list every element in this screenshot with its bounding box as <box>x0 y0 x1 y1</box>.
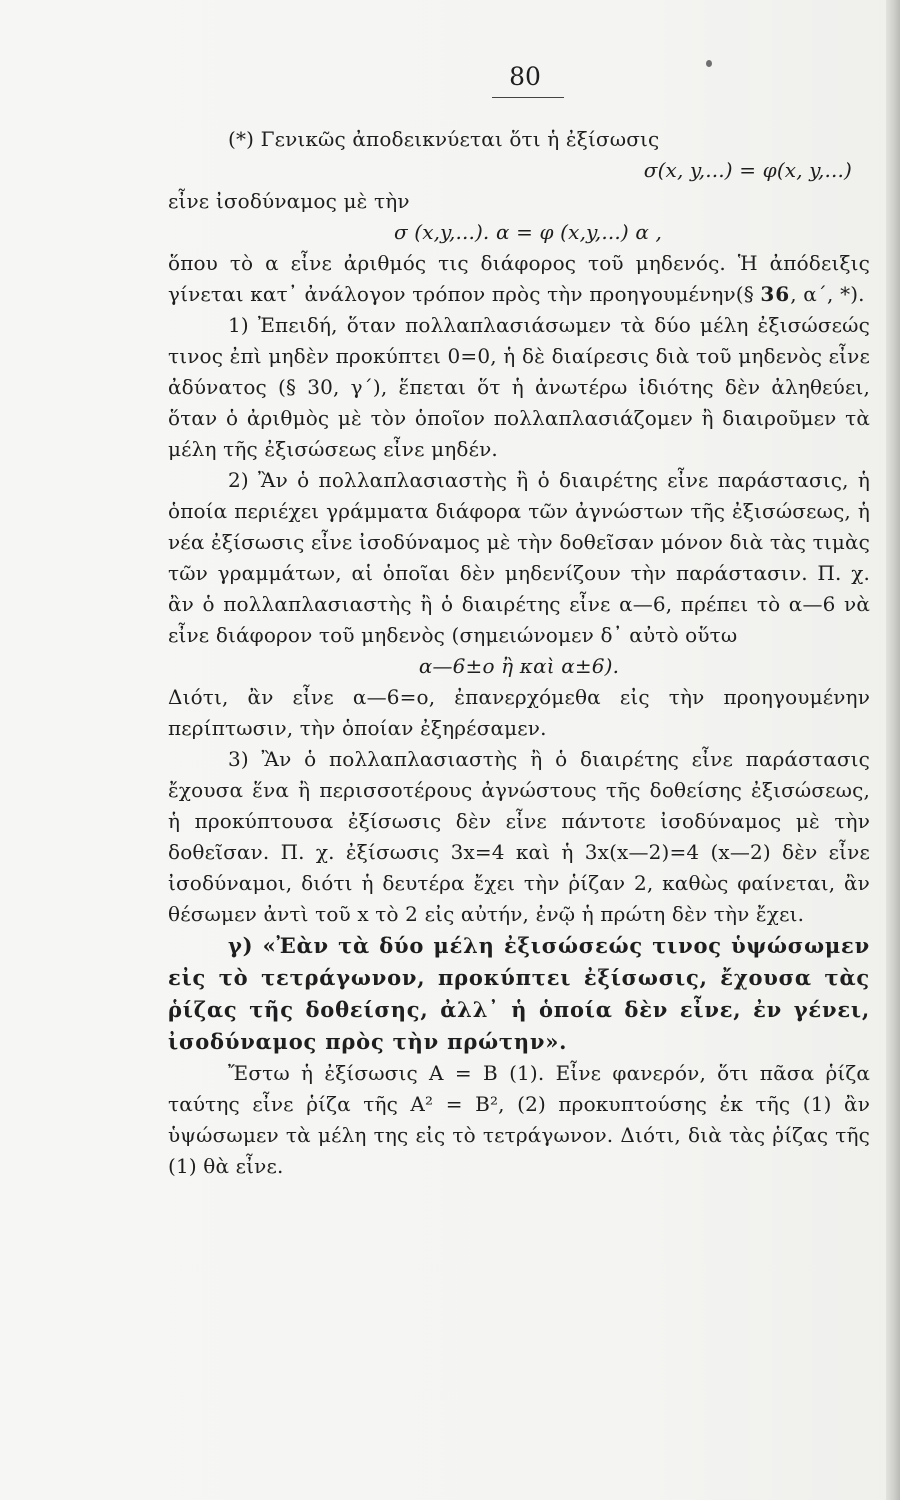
page-number: 80 <box>509 62 541 91</box>
footnote-proof-text: ὅπου τὸ α εἶνε ἀριθμός τις διάφορος τοῦ μηδενός. Ἡ ἀπόδειξις γίνεται κατ᾽ ἀνάλογον τρόπον πρὸς τὴν προηγουμένην(§ <box>168 251 870 306</box>
footnote-proof <box>168 248 870 310</box>
proof-start: Ἔστω ἡ ἐξίσωσις A = B (1). Εἶνε φανερόν, ὅτι πᾶσα ῥίζα ταύτης εἶνε ῥίζα τῆς A² = B², (2) προκυπτούσης ἐκ τῆς (1) ἂν ὑψώσωμεν τὰ μέλη της εἰς τὸ τετράγωνον. Διότι, διὰ τὰς ῥίζας τῆς (1) θὰ εἶνε. <box>168 1061 870 1178</box>
footnote-formula-1: σ(x, y,...) = φ(x, y,...) <box>643 158 852 182</box>
theorem-gamma: γ) «Ἐὰν τὰ δύο μέλη ἐξισώσεώς τινος ὑψώσωμεν εἰς τὸ τετράγωνον, προκύπτει ἐξίσωσις, ἔχουσα τὰς ῥίζας τῆς δοθείσης, ἀλλ᾽ ἡ ὁποία δὲν εἶνε, ἐν γένει, ἰσοδύναμος πρὸς τὴν πρώτην». <box>168 933 870 1054</box>
section-reference: 36 <box>760 282 791 306</box>
remark-2-continuation: Διότι, ἂν εἶνε α—6=ο, ἐπανερχόμεθα εἰς τὴν προηγουμένην περίπτωσιν, τὴν ὁποίαν ἐξηρέσαμεν. <box>168 685 870 740</box>
remark-3: 3) Ἂν ὁ πολλαπλασιαστὴς ἢ ὁ διαιρέτης εἶνε παράστασις ἔχουσα ἕνα ἢ περισσοτέρους ἀγνώστους τῆς δοθείσης ἐξισώσεως, ἡ προκύπτουσα ἐξίσωσις δὲν εἶνε πάντοτε ἰσοδύναμος μὲ τὴν δοθεῖσαν. Π. χ. ἐξίσωσις 3x=4 καὶ ἡ 3x(x—2)=4 (x—2) δὲν εἶνε ἰσοδύναμοι, διότι ἡ δευτέρα ἔχει τὴν ῥίζαν 2, καθὼς φαίνεται, ἂν θέσωμεν ἀντὶ τοῦ x τὸ 2 εἰς αὐτήν, ἐνῷ ἡ πρώτη δὲν τὴν ἔχει. <box>168 747 870 926</box>
page-edge-shadow <box>886 0 900 1500</box>
text-column <box>168 124 870 1182</box>
footnote-intro: (*) Γενικῶς ἀποδεικνύεται ὅτι ἡ ἐξίσωσις <box>228 127 660 151</box>
remark-2-formula: α—6±ο ἢ καὶ α±6). <box>418 654 620 678</box>
footnote-equivalence-line: εἶνε ἰσοδύναμος μὲ τὴν <box>168 189 410 213</box>
footnote-formula-2: σ (x,y,...). α = φ (x,y,...) α , <box>393 220 663 244</box>
page-number-rule <box>492 97 564 98</box>
remark-1: 1) Ἐπειδή, ὅταν πολλαπλασιάσωμεν τὰ δύο μέλη ἐξισώσεώς τινος ἐπὶ μηδὲν προκύπτει 0=0, ἡ δὲ διαίρεσις διὰ τοῦ μηδενὸς εἶνε ἀδύνατος (§ 30, γ΄), ἕπεται ὅτ ἡ ἀνωτέρω ἰδιότης δὲν ἀληθεύει, ὅταν ὁ ἀριθμὸς μὲ τὸν ὁποῖον πολλαπλασιάζομεν ἢ διαιροῦμεν τὰ μέλη τῆς ἐξισώσεως εἶνε μηδέν. <box>168 313 870 461</box>
footnote-proof-end: , α΄, *). <box>790 282 865 306</box>
remark-2: 2) Ἂν ὁ πολλαπλασιαστὴς ἢ ὁ διαιρέτης εἶνε παράστασις, ἡ ὁποία περιέχει γράμματα διάφορα τῶν ἀγνώστων τῆς ἐξισώσεως, ἡ νέα ἐξίσωσις εἶνε ἰσοδύναμος μὲ τὴν δοθεῖσαν μόνον διὰ τὰς τιμὰς τῶν γραμμάτων, αἱ ὁποῖαι δὲν μηδενίζουν τὴν παράστασιν. Π. χ. ἂν ὁ πολλαπλασιαστὴς ἢ ὁ διαιρέτης εἶνε α—6, πρέπει τὸ α—6 νὰ εἶνε διάφορον τοῦ μηδενὸς (σημειώνομεν δ᾽ αὐτὸ οὕτω <box>168 468 870 647</box>
